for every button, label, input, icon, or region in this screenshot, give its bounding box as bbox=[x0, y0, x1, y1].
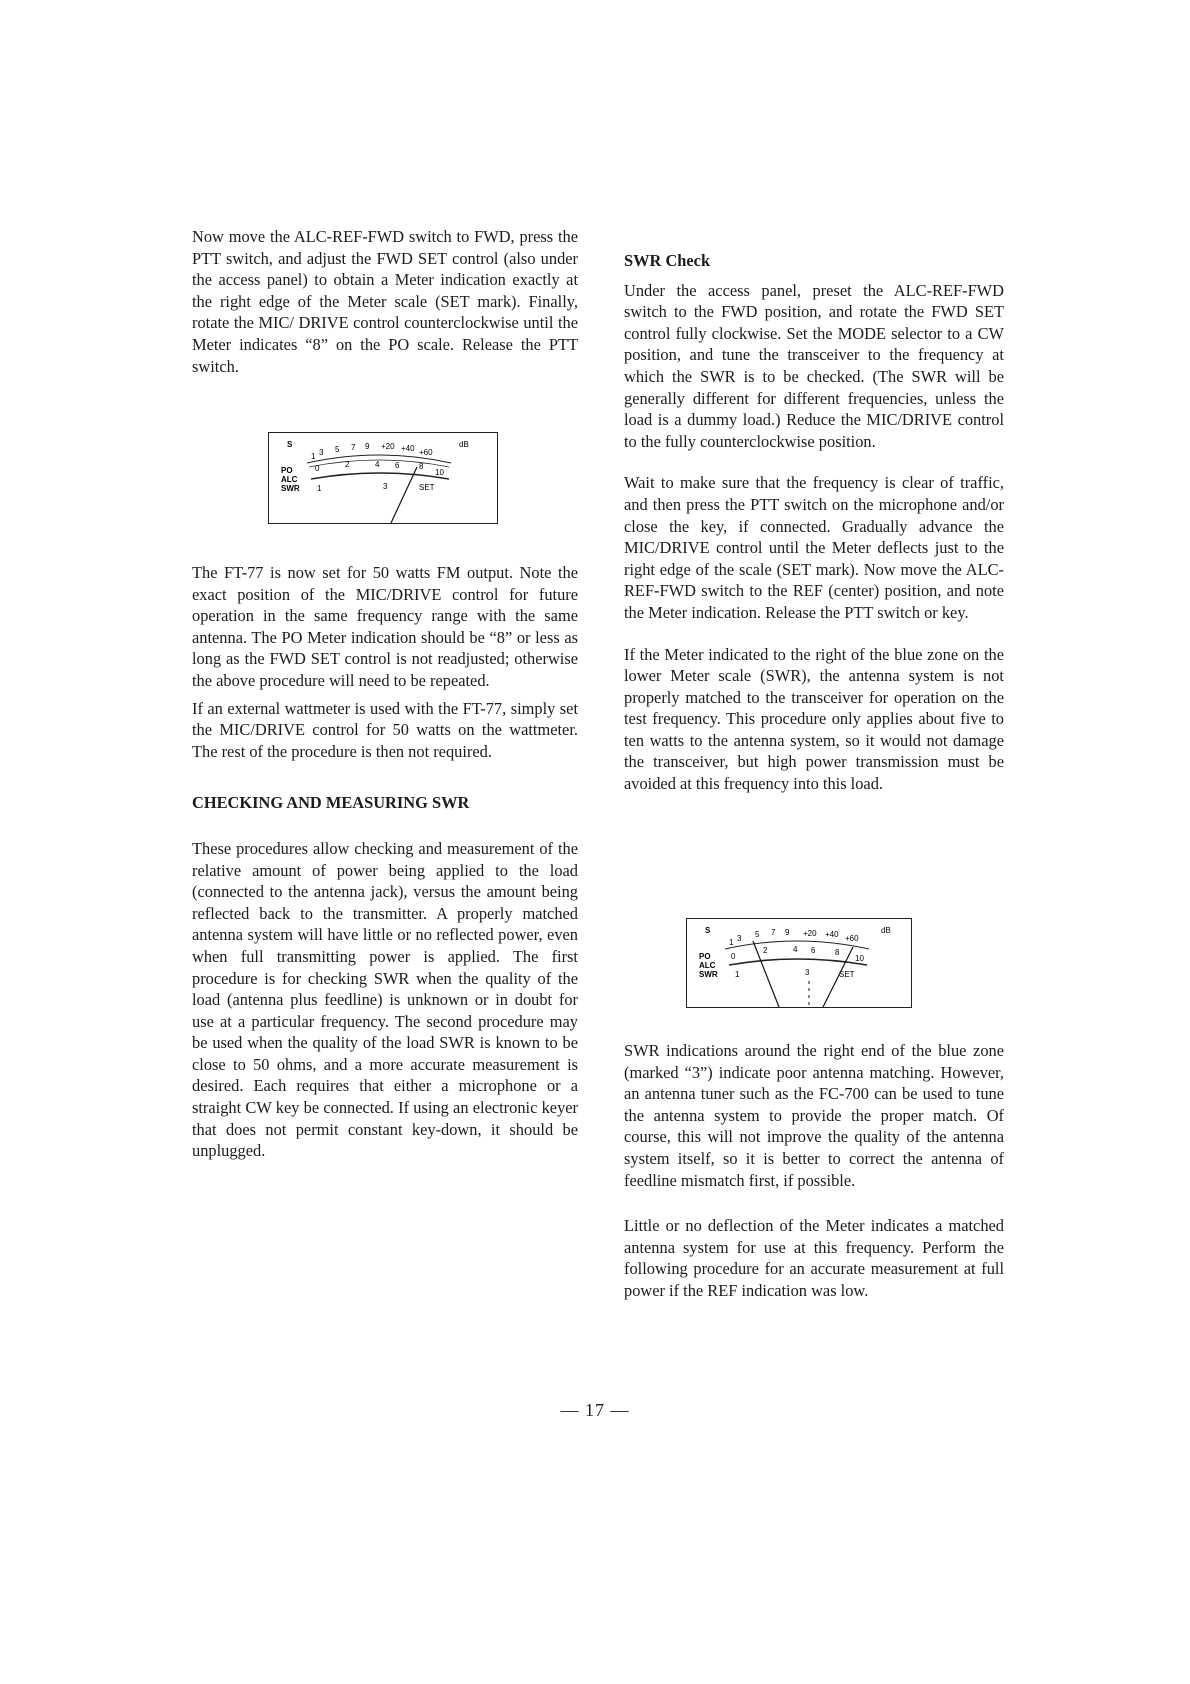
meter2-po-tick-8: 8 bbox=[835, 948, 840, 957]
meter-s-tick-5: 5 bbox=[335, 445, 340, 454]
meter-s-label: S bbox=[287, 440, 293, 449]
meter2-po-tick-2: 2 bbox=[763, 946, 768, 955]
meter2-po-tick-4: 4 bbox=[793, 945, 798, 954]
meter2-s-tick-3: 3 bbox=[737, 934, 742, 943]
meter2-s-tick-7: 7 bbox=[771, 928, 776, 937]
meter-po-tick-6: 6 bbox=[395, 461, 400, 470]
meter2-s-tick-1: 1 bbox=[729, 938, 734, 947]
meter2-set-label: SET bbox=[839, 970, 855, 979]
right-paragraph-4: SWR indications around the right end of the blue zone (marked “3”) indicate poor antenna matching. However, an antenna tuner such as the FC-700 can be used to tune the antenna system to provide the proper match. Of course, this will not improve the quality of the antenna system itself, so it is better to correct the antenna of feedline mismatch first, if possible. bbox=[624, 1041, 1004, 1190]
meter-s-tick-60: +60 bbox=[419, 448, 433, 457]
right-section-heading: SWR Check bbox=[624, 251, 711, 270]
meter2-s-tick-5: 5 bbox=[755, 930, 760, 939]
meter-swr-tick-1: 1 bbox=[317, 484, 322, 493]
meter2-po-tick-0: 0 bbox=[731, 952, 736, 961]
meter-s-tick-40: +40 bbox=[401, 444, 415, 453]
meter-s-tick-3: 3 bbox=[319, 448, 324, 457]
meter-alc-label: ALC bbox=[281, 475, 298, 484]
left-paragraph-2: The FT-77 is now set for 50 watts FM output. Note the exact position of the MIC/DRIVE control for future operation in the same frequency range with the same antenna. The PO Meter indication should be “8” or less as long as the FWD SET control is not readjusted; otherwise the above procedure will need to be repeated. bbox=[192, 563, 578, 690]
meter-s-tick-20: +20 bbox=[381, 442, 395, 451]
meter2-s-tick-60: +60 bbox=[845, 934, 859, 943]
right-paragraph-2: Wait to make sure that the frequency is clear of traffic, and then press the PTT switch on the microphone and/or close the key, if connected. Gradually advance the MIC/DRIVE control until the Meter deflects just to the right edge of the scale (SET mark). Now move the ALC-REF-FWD switch to the REF (center) position, and note the Meter indication. Release the PTT switch or key. bbox=[624, 473, 1004, 622]
meter2-alc-label: ALC bbox=[699, 961, 716, 970]
left-paragraph-3: If an external wattmeter is used with the FT-77, simply set the MIC/DRIVE control for 50 watts on the wattmeter. The rest of the procedure is then not required. bbox=[192, 698, 578, 761]
left-paragraph-4: These procedures allow checking and measurement of the relative amount of power being applied to the load (connected to the antenna jack), versus the amount being reflected back to the transmitter. A properly matched antenna system will have little or no reflected power, even when full transmitting power is applied. The first procedure is for checking SWR when the quality of the load (antenna plus feedline) is unknown or in doubt for use at a particular frequency. The second procedure may be used when the quality of the load SWR is known to be close to 50 ohms, and a more accurate measurement is desired. Each requires that either a microphone or a straight CW key be connected. If using an electronic keyer that does not permit constant key-down, it should be unplugged. bbox=[192, 838, 578, 1161]
meter-po-tick-4: 4 bbox=[375, 460, 380, 469]
meter-figure-1 bbox=[268, 432, 498, 524]
meter2-po-tick-6: 6 bbox=[811, 946, 816, 955]
left-section-heading: CHECKING AND MEASURING SWR bbox=[192, 793, 470, 813]
meter-s-tick-9: 9 bbox=[365, 442, 370, 451]
meter-db-label: dB bbox=[459, 440, 469, 449]
meter2-s-tick-9: 9 bbox=[785, 928, 790, 937]
page-number: — 17 — bbox=[560, 1400, 630, 1420]
meter-swr-tick-3: 3 bbox=[383, 482, 388, 491]
meter-po-label: PO bbox=[281, 466, 293, 475]
meter2-s-tick-40: +40 bbox=[825, 930, 839, 939]
left-column-lower bbox=[192, 562, 578, 1162]
meter2-po-label: PO bbox=[699, 952, 711, 961]
meter-po-tick-8: 8 bbox=[419, 462, 424, 471]
left-paragraph-1: Now move the ALC-REF-FWD switch to FWD, press the PTT switch, and adjust the FWD SET control (also under the access panel) to obtain a Meter indication exactly at the right edge of the Meter scale (SET mark). Finally, rotate the MIC/ DRIVE control counterclockwise until the Meter indicates “8” on the PO scale. Release the PTT switch. bbox=[192, 227, 578, 376]
right-paragraph-1: Under the access panel, preset the ALC-REF-FWD switch to the FWD position, and rotate the FWD SET control fully clockwise. Set the MODE selector to a CW position, and tune the transceiver to the frequency at which the SWR is to be checked. (The SWR will be generally different for different frequencies, unless the load is a dummy load.) Reduce the MIC/DRIVE control to the fully counterclockwise position. bbox=[624, 280, 1004, 451]
right-paragraph-5: Little or no deflection of the Meter indicates a matched antenna system for use at this frequency. Perform the following procedure for an accurate measurement at full power if the REF indication was low. bbox=[624, 1216, 1004, 1300]
meter2-swr-tick-3: 3 bbox=[805, 968, 810, 977]
meter2-s-label: S bbox=[705, 926, 711, 935]
meter-po-tick-2: 2 bbox=[345, 460, 350, 469]
right-paragraph-3: If the Meter indicated to the right of the blue zone on the lower Meter scale (SWR), the antenna system is not properly matched to the transceiver for operation on the test frequency. This procedure only applies about five to ten watts to the antenna system, so it would not damage the transceiver, but high power transmission must be avoided at this frequency into this load. bbox=[624, 644, 1004, 794]
meter-figure-2 bbox=[686, 918, 912, 1008]
meter2-swr-label: SWR bbox=[699, 970, 718, 979]
meter-needle bbox=[391, 467, 417, 523]
meter2-s-tick-20: +20 bbox=[803, 929, 817, 938]
meter2-db-label: dB bbox=[881, 926, 891, 935]
meter-po-tick-10: 10 bbox=[435, 468, 444, 477]
right-column-lower bbox=[624, 1040, 1004, 1302]
meter-swr-label: SWR bbox=[281, 484, 300, 493]
meter-s-tick-1: 1 bbox=[311, 452, 316, 461]
meter-po-tick-0: 0 bbox=[315, 464, 320, 473]
meter2-swr-tick-1: 1 bbox=[735, 970, 740, 979]
meter-set-label: SET bbox=[419, 483, 435, 492]
left-column bbox=[192, 226, 578, 377]
right-column bbox=[624, 250, 1004, 795]
meter2-po-tick-10: 10 bbox=[855, 954, 864, 963]
meter-s-tick-7: 7 bbox=[351, 443, 356, 452]
